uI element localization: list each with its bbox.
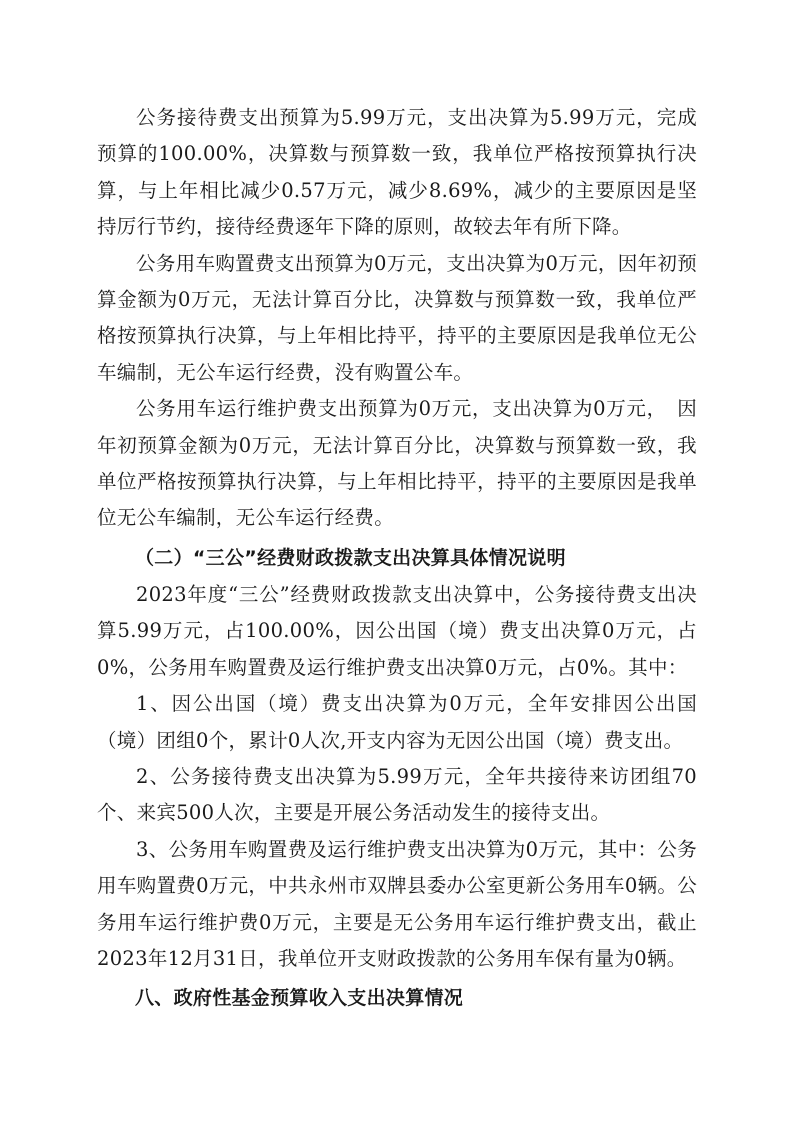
paragraph-hospitality-expense: 公务接待费支出预算为5.99万元，支出决算为5.99万元，完成预算的100.00%，决算数与预算数一致，我单位严格按预算执行决算，与上年相比减少0.57万元，减少8.69%，减少的主要原因是坚持厉行节约，接待经费逐年下降的原则，故较去年有所下降。 <box>97 106 697 239</box>
paragraph-three-public-summary: 2023年度“三公”经费财政拨款支出决算中，公务接待费支出决算5.99万元，占100.00%，因公出国（境）费支出决算0万元，占0%，公务用车购置费及运行维护费支出决算0万元，占0%。其中： <box>97 582 697 679</box>
paragraph-vehicles: 3、公务用车购置费及运行维护费支出决算为0万元，其中：公务用车购置费0万元，中共永州市双牌县委办公室更新公务用车0辆。公务用车运行维护费0万元，主要是无公务用车运行维护费支出，截止2023年12月31日，我单位开支财政拨款的公务用车保有量为0辆。 <box>97 837 697 970</box>
paragraph-overseas-travel: 1、因公出国（境）费支出决算为0万元，全年安排因公出国（境）团组0个，累计0人次,开支内容为无因公出国（境）费支出。 <box>97 692 697 752</box>
paragraph-reception: 2、公务接待费支出决算为5.99万元，全年共接待来访团组70个、来宾500人次，主要是开展公务活动发生的接待支出。 <box>97 764 697 825</box>
paragraph-vehicle-purchase: 公务用车购置费支出预算为0万元，支出决算为0万元，因年初预算金额为0万元，无法计算百分比，决算数与预算数一致，我单位严格按预算执行决算，与上年相比持平，持平的主要原因是我单位无公车编制，无公车运行经费，没有购置公车。 <box>97 251 697 384</box>
document-page <box>97 100 697 1017</box>
section-heading-government-fund: 八、政府性基金预算收入支出决算情况 <box>135 987 464 1010</box>
section-heading-three-public-expenses: （二）“三公”经费财政拨款支出决算具体情况说明 <box>135 546 566 569</box>
paragraph-vehicle-maintenance: 公务用车运行维护费支出预算为0万元，支出决算为0万元， 因年初预算金额为0万元，无法计算百分比，决算数与预算数一致，我单位严格按预算执行决算，与上年相比持平，持平的主要原因是我单位无公车编制，无公车运行经费。 <box>97 397 697 530</box>
